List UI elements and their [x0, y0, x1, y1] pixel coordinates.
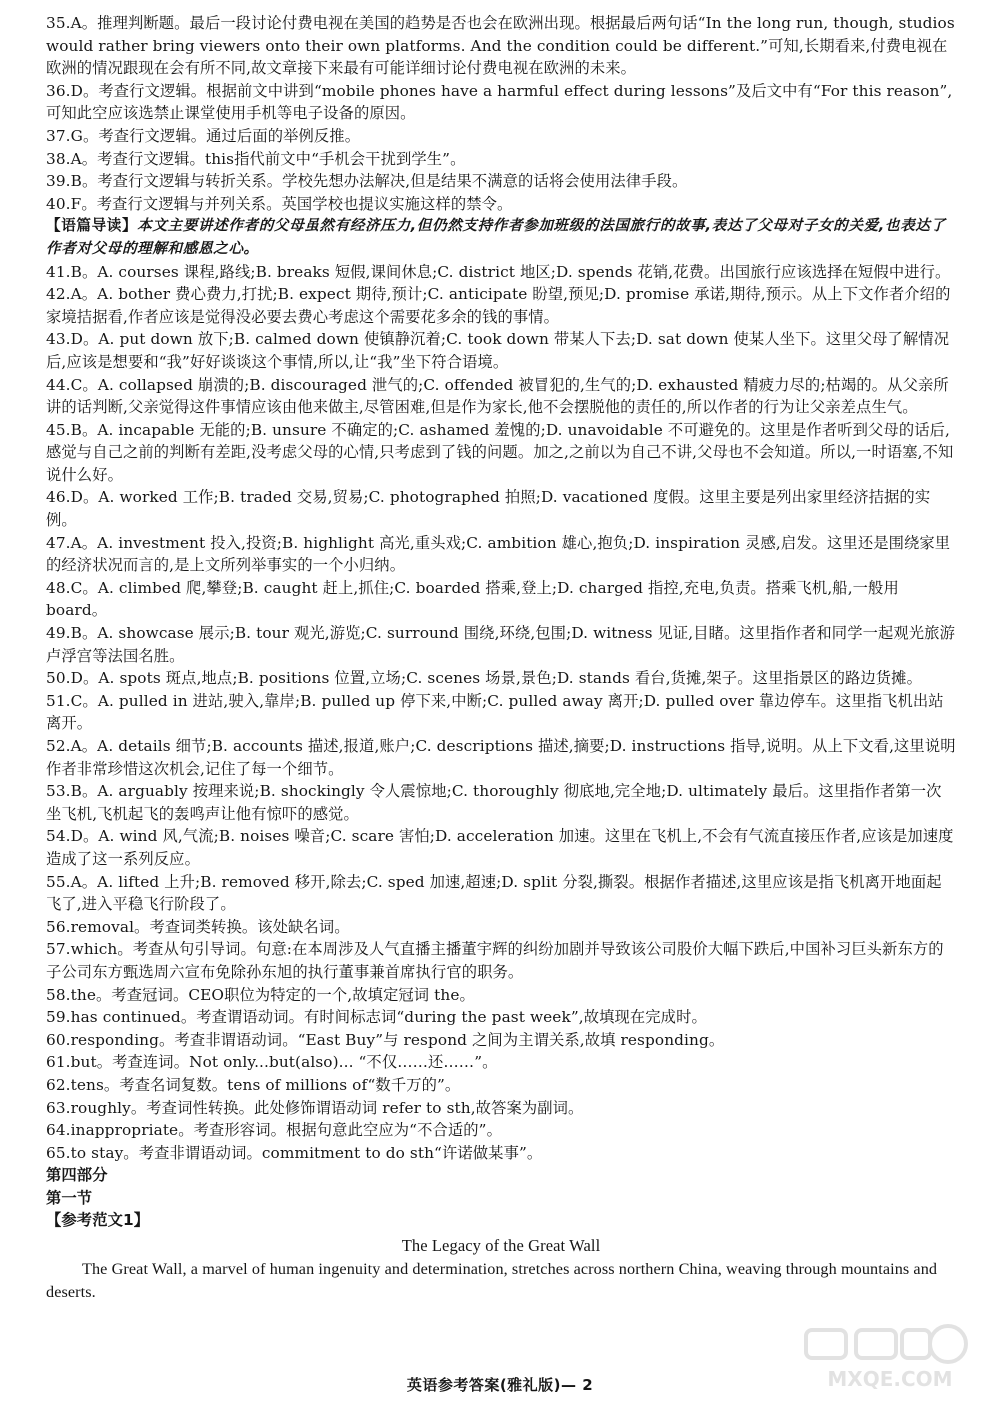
reading-guide-text: 本文主要讲述作者的父母虽然有经济压力,但仍然支持作者参加班级的法国旅行的故事,表达了父母对子女的关爱,也表达了作者对父母的理解和感恩之心。: [46, 217, 946, 257]
essay-title: The Legacy of the Great Wall: [401, 1236, 601, 1256]
answer-item: 56.removal。考查词类转换。该处缺名词。: [46, 917, 350, 936]
answer-item: 63.roughly。考查词性转换。此处修饰谓语动词 refer to sth,故答案为副词。: [46, 1098, 584, 1117]
answer-item: 37.G。考查行文逻辑。通过后面的举例反推。: [46, 126, 361, 145]
mxqe-watermark-logo: [798, 1322, 978, 1394]
answer-item: 36.D。考查行文逻辑。根据前文中讲到“mobile phones have a harmful effect during lessons”及后文中有“For this reason”,可知此空应该选禁止课堂使用手机等电子设备的原因。: [46, 81, 953, 123]
answer-item: 65.to stay。考查非谓语动词。commitment to do sth“许诺做某事”。: [46, 1143, 543, 1162]
reading-guide-tag: 【语篇导读】: [46, 217, 138, 235]
answer-item: 52.A。A. details 细节;B. accounts 描述,报道,账户;C. descriptions 描述,摘要;D. instructions 指导,说明。从上下文看,这里说明作者非常珍惜这次机会,记住了每一个细节。: [46, 737, 956, 778]
answer-content: [46, 12, 956, 1304]
answer-item: 43.D。A. put down 放下;B. calmed down 使镇静沉着;C. took down 带某人下去;D. sat down 使某人坐下。这里父母了解情况后,应该是想要和“我”好好谈谈这个事情,所以,让“我”坐下符合语境。: [46, 330, 950, 371]
watermark-text: MXQE.COM: [827, 1367, 953, 1391]
answer-item: 39.B。考查行文逻辑与转折关系。学校先想办法解决,但是结果不满意的话将会使用法律手段。: [46, 172, 688, 191]
answer-item: 57.which。考查从句引导词。句意:在本周涉及人气直播主播董宇辉的纠纷加剧并导致该公司股价大幅下跌后,中国补习巨头新东方的子公司东方甄选周六宣布免除孙东旭的执行董事兼首席执行官的职务。: [46, 940, 944, 981]
answer-item: 47.A。A. investment 投入,投资;B. highlight 高光,重头戏;C. ambition 雄心,抱负;D. inspiration 灵感,启发。这里还是围绕家里的经济状况而言的,是上文所列举事实的一个小归纳。: [46, 533, 951, 575]
sample-essay-label: 【参考范文1】: [46, 1211, 150, 1230]
answers-41-65: [46, 261, 956, 1165]
answer-item: 58.the。考查冠词。CEO职位为特定的一个,故填定冠词 the。: [46, 985, 475, 1004]
answer-item: 40.F。考查行文逻辑与并列关系。英国学校也提议实施这样的禁令。: [46, 194, 513, 213]
reading-guide: [46, 215, 956, 260]
answer-item: 64.inappropriate。考查形容词。根据句意此空应为“不合适的”。: [46, 1121, 502, 1140]
essay-paragraph: The Great Wall, a marvel of human ingenuity and determination, stretches across northern China, weaving through mountains and deserts.: [46, 1260, 938, 1302]
answer-item: 62.tens。考查名词复数。tens of millions of“数千万的”。: [46, 1075, 461, 1094]
answer-item: 42.A。A. bother 费心费力,打扰;B. expect 期待,预计;C. anticipate 盼望,预见;D. promise 承诺,期待,预示。从上下文作者介绍的家境拮据看,作者应该是觉得没必要去费心考虑这个需要花多余的钱的事情。: [46, 285, 951, 326]
answer-item: 35.A。推理判断题。最后一段讨论付费电视在美国的趋势是否也会在欧洲出现。根据最后两句话“In the long run, though, studios would rather bring viewers onto their own platforms. And the condition could be different.”可知,长期看来,付费电视在欧洲的情况跟现在会有所不同,故文章接下来最有可能详细讨论付费电视在欧洲的未来。: [46, 14, 955, 78]
section-one-heading: 第一节: [46, 1188, 93, 1207]
answers-35-40: [46, 12, 956, 215]
answer-item: 60.responding。考查非谓语动词。“East Buy”与 respond 之间为主谓关系,故填 responding。: [46, 1030, 725, 1049]
answer-item: 44.C。A. collapsed 崩溃的;B. discouraged 泄气的;C. offended 被冒犯的,生气的;D. exhausted 精疲力尽的;枯竭的。从父亲所讲的话判断,父亲觉得这件事情应该由他来做主,尽管困难,但是作为家长,他不会摆脱他的责任的,所以作者的行为让父亲差点生气。: [46, 375, 949, 417]
answer-item: 49.B。A. showcase 展示;B. tour 观光,游览;C. surround 围绕,环绕,包围;D. witness 见证,目睹。这里指作者和同学一起观光旅游卢浮宫等法国名胜。: [46, 624, 955, 665]
answer-item: 38.A。考查行文逻辑。this指代前文中“手机会干扰到学生”。: [46, 149, 466, 168]
answer-item: 45.B。A. incapable 无能的;B. unsure 不确定的;C. ashamed 羞愧的;D. unavoidable 不可避免的。这里是作者听到父母的话后,感觉与自己之前的判断有差距,没考虑父母的心情,只考虑到了钱的问题。加之,之前以为自己不讲,父母也不会知道。所以,一时语塞,不知说什么好。: [46, 420, 954, 484]
answer-item: 59.has continued。考查谓语动词。有时间标志词“during the past week”,故填现在完成时。: [46, 1008, 707, 1027]
answer-item: 53.B。A. arguably 按理来说;B. shockingly 令人震惊地;C. thoroughly 彻底地,完全地;D. ultimately 最后。这里指作者第一次坐飞机,飞机起飞的轰鸣声让他有惊吓的感觉。: [46, 782, 942, 823]
part-four-heading: 第四部分: [46, 1166, 108, 1185]
answer-item: 54.D。A. wind 风,气流;B. noises 噪音;C. scare 害怕;D. acceleration 加速。这里在飞机上,不会有气流直接压作者,应该是加速度造成了这一系列反应。: [46, 827, 954, 868]
page-footer: 英语参考答案(雅礼版)— 2: [406, 1376, 594, 1394]
answer-item: 51.C。A. pulled in 进站,驶入,靠岸;B. pulled up 停下来,中断;C. pulled away 离开;D. pulled over 靠边停车。这里指飞机出站离开。: [46, 691, 944, 733]
answer-item: 55.A。A. lifted 上升;B. removed 移开,除去;C. sped 加速,超速;D. split 分裂,撕裂。根据作者描述,这里应该是指飞机离开地面起飞了,进入平稳飞行阶段了。: [46, 872, 942, 914]
answer-item: 41.B。A. courses 课程,路线;B. breaks 短假,课间休息;C. district 地区;D. spends 花销,花费。出国旅行应该选择在短假中进行。: [46, 262, 951, 281]
answer-item: 46.D。A. worked 工作;B. traded 交易,贸易;C. photographed 拍照;D. vacationed 度假。这里主要是列出家里经济拮据的实例。: [46, 488, 931, 530]
answer-item: 61.but。考查连词。Not only...but(also)... “不仅……还……”。: [46, 1053, 498, 1072]
answer-item: 50.D。A. spots 斑点,地点;B. positions 位置,立场;C. scenes 场景,景色;D. stands 看台,货摊,架子。这里指景区的路边货摊。: [46, 669, 922, 688]
answer-item: 48.C。A. climbed 爬,攀登;B. caught 赶上,抓住;C. boarded 搭乘,登上;D. charged 指控,充电,负责。搭乘飞机,船,一般用 board。: [46, 578, 899, 620]
